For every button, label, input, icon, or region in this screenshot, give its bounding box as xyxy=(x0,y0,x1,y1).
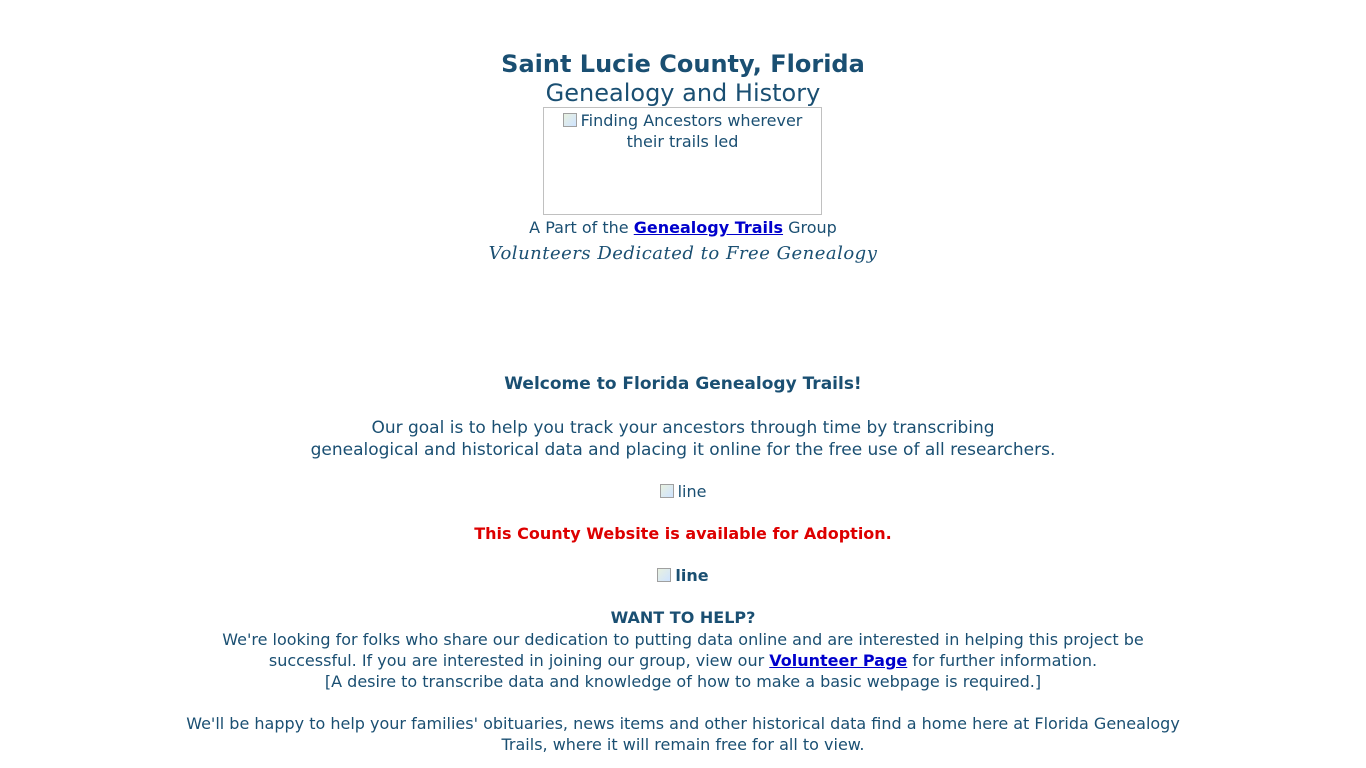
genealogy-trails-link[interactable]: Genealogy Trails xyxy=(633,218,784,237)
goal-text xyxy=(0,417,1366,461)
part-of-prefix: A Part of the xyxy=(529,218,634,237)
goal-line-1: Our goal is to help you track your ancestors through time by transcribing xyxy=(371,418,995,438)
part-of-group xyxy=(0,218,1366,238)
page-subtitle: Genealogy and History xyxy=(545,79,821,107)
help-text-after: for further information. xyxy=(907,651,1098,670)
want-help-heading: WANT TO HELP? xyxy=(610,608,756,627)
banner-image xyxy=(543,107,822,215)
volunteer-page-link[interactable]: Volunteer Page xyxy=(769,651,908,670)
happy-text: We'll be happy to help your families' obituaries, news items and other historical data find a home here at Florida Genealogy Trails, where it will remain free for all to view. xyxy=(186,714,1180,754)
help-text-before: We're looking for folks who share our dedication to putting data online and are interested in helping this project be successful. If you are interested in joining our group, view our xyxy=(222,630,1144,670)
divider-image-1 xyxy=(0,482,1366,502)
divider-alt-2: line xyxy=(675,566,709,585)
welcome-heading: Welcome to Florida Genealogy Trails! xyxy=(504,374,862,394)
help-text xyxy=(183,629,1183,692)
part-of-suffix: Group xyxy=(783,218,837,237)
broken-image-icon xyxy=(563,113,577,127)
requirement-text: [A desire to transcribe data and knowledge of how to make a basic webpage is required.] xyxy=(324,672,1042,691)
broken-image-icon xyxy=(660,484,674,498)
page-title: Saint Lucie County, Florida xyxy=(501,50,865,78)
divider-image-2 xyxy=(0,566,1366,586)
adoption-notice: This County Website is available for Adoption. xyxy=(474,524,892,543)
broken-image-icon xyxy=(657,568,671,582)
tagline: Volunteers Dedicated to Free Genealogy xyxy=(488,243,878,264)
banner-alt-text: Finding Ancestors wherever their trails led xyxy=(580,111,803,151)
divider-alt-1: line xyxy=(677,482,707,501)
goal-line-2: genealogical and historical data and placing it online for the free use of all researchers. xyxy=(310,440,1056,460)
